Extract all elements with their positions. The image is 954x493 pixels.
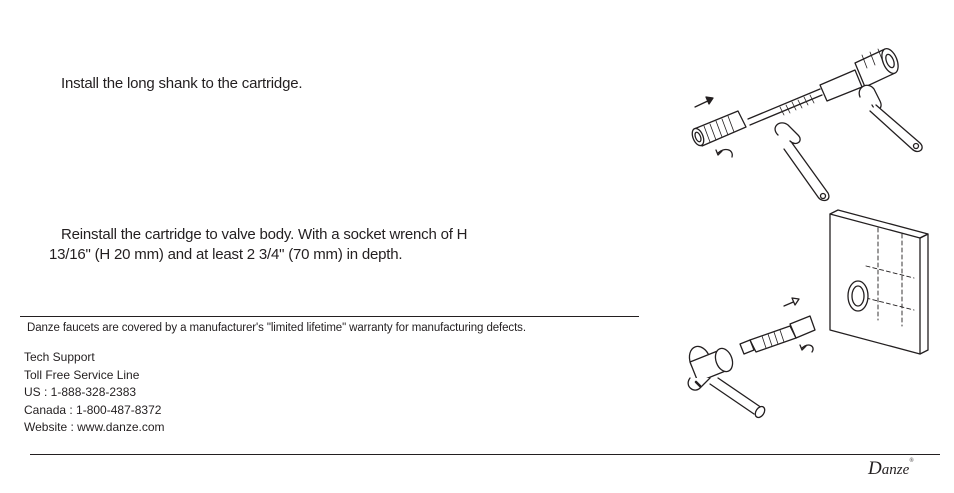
logo-mark: ® bbox=[909, 458, 914, 464]
step-1-instruction: Install the long shank to the cartridge. bbox=[61, 75, 303, 92]
toll-free-label: Toll Free Service Line bbox=[24, 367, 140, 382]
canada-phone: Canada : 1-800-487-8372 bbox=[24, 402, 162, 417]
shank-cartridge-wrench-illustration bbox=[680, 25, 940, 210]
divider-bottom bbox=[30, 454, 940, 455]
tech-support-block bbox=[24, 349, 165, 437]
cartridge-valve-body-socket-wrench-illustration bbox=[680, 210, 940, 420]
logo-initial: D bbox=[868, 458, 882, 479]
step-2-instruction bbox=[49, 225, 467, 265]
us-phone: US : 1-888-328-2383 bbox=[24, 385, 137, 399]
logo-rest: anze bbox=[881, 462, 910, 478]
danze-logo bbox=[868, 458, 914, 480]
step-2-line-1: Reinstall the cartridge to valve body. With a socket wrench of H bbox=[61, 226, 468, 243]
divider-top bbox=[20, 316, 639, 317]
website-link: Website : www.danze.com bbox=[24, 420, 165, 434]
support-title: Tech Support bbox=[24, 350, 95, 364]
warranty-statement: Danze faucets are covered by a manufacturer's "limited lifetime" warranty for manufacturing defects. bbox=[27, 322, 526, 334]
step-2-line-2: 13/16" (H 20 mm) and at least 2 3/4" (70 mm) in depth. bbox=[49, 246, 403, 263]
